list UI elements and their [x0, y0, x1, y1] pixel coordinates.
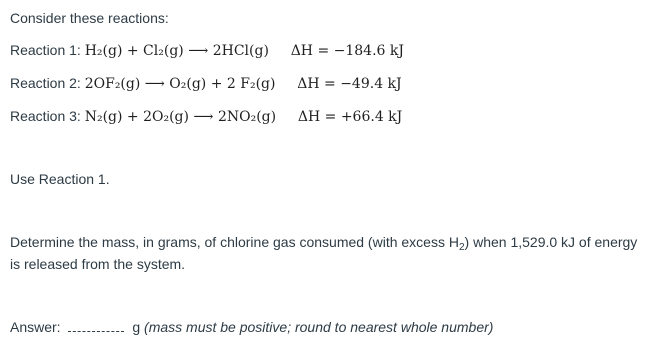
reaction-2-enthalpy: ΔH = −49.4 kJ — [297, 76, 402, 92]
intro-text: Consider these reactions: — [10, 10, 169, 26]
answer-label: Answer: — [10, 319, 65, 335]
question-part-1: Determine the mass, in grams, of chlorine gas consumed (with excess H — [10, 234, 459, 250]
reaction-3-equation: N₂(g) + 2O₂(g) ⟶ 2NO₂(g) — [84, 109, 277, 125]
question-text — [10, 231, 646, 275]
reaction-3-enthalpy: ΔH = +66.4 kJ — [297, 109, 403, 125]
instruction-text: Use Reaction 1. — [10, 171, 110, 187]
question-subscript: 2 — [458, 242, 465, 253]
reaction-3 — [10, 106, 402, 127]
answer-row — [10, 317, 493, 337]
question-part-2: ) when 1,529.0 kJ of energy is released from the system. — [10, 234, 638, 272]
reaction-2-label: Reaction 2: — [10, 75, 85, 91]
reaction-1 — [10, 40, 404, 61]
reaction-2 — [10, 73, 402, 94]
reaction-2-equation: 2OF₂(g) ⟶ O₂(g) + 2 F₂(g) — [84, 76, 276, 92]
reaction-3-label: Reaction 3: — [10, 108, 85, 124]
reaction-1-equation: H₂(g) + Cl₂(g) ⟶ 2HCl(g) — [84, 43, 269, 59]
reaction-1-enthalpy: ΔH = −184.6 kJ — [290, 43, 404, 59]
answer-unit: g — [132, 319, 141, 335]
answer-note: (mass must be positive; round to nearest whole number) — [144, 319, 494, 335]
reaction-1-label: Reaction 1: — [10, 42, 85, 58]
answer-blank[interactable] — [68, 319, 124, 332]
